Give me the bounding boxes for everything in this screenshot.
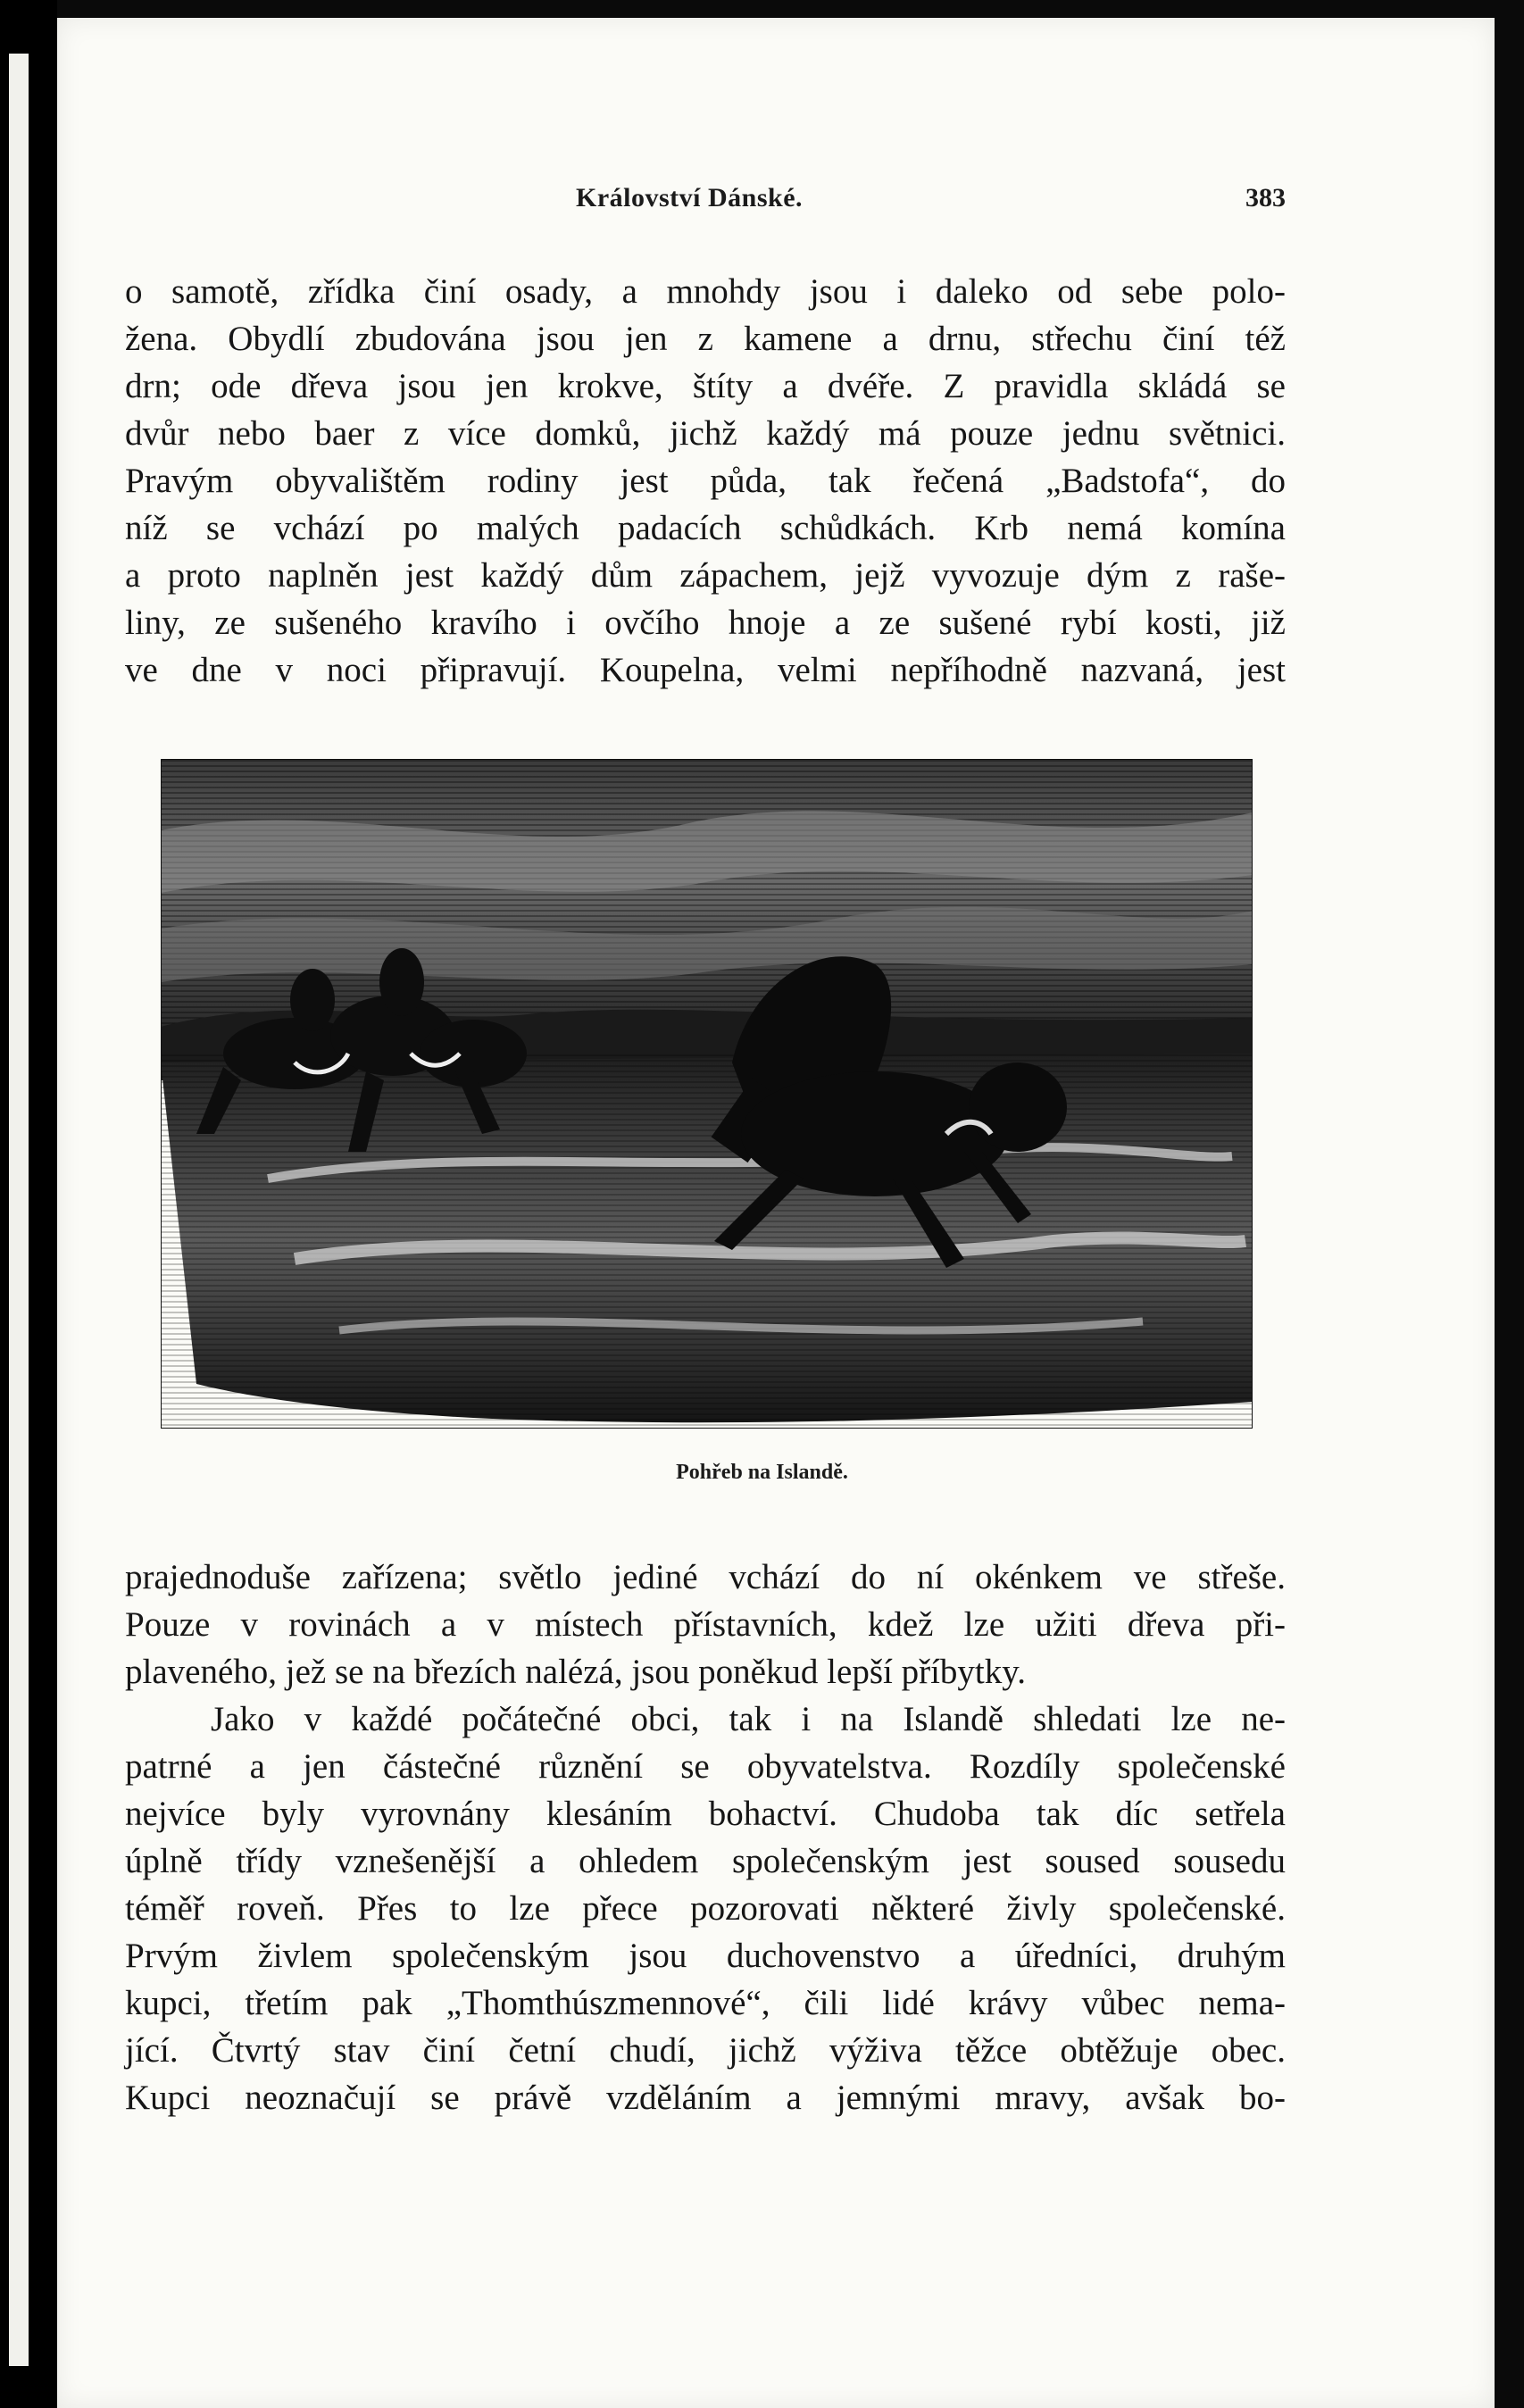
running-title: Království Dánské. — [576, 183, 804, 212]
text-line: úplně třídy vznešenější a ohledem společenským jest soused sousedu — [125, 1842, 1286, 1880]
text-line: prajednoduše zařízena; světlo jediné vchází do ní okénkem ve střeše. — [125, 1558, 1286, 1596]
text-line: patrné a jen částečné různění se obyvatelstva. Rozdíly společenské — [125, 1747, 1286, 1786]
text-line: plaveného, jež se na březích nalézá, jsou poněkud lepší příbytky. — [125, 1653, 1026, 1691]
text-line: Kupci neoznačují se právě vzděláním a jemnými mravy, avšak bo- — [125, 2079, 1286, 2117]
text-line: o samotě, zřídka činí osady, a mnohdy jsou i daleko od sebe polo- — [125, 272, 1286, 311]
text-line: Jako v každé počátečné obci, tak i na Islandě shledati lze ne- — [211, 1700, 1286, 1738]
paragraph-top — [125, 268, 1286, 694]
paragraph-bottom-2 — [125, 1696, 1286, 2121]
text-line: ve dne v noci připravují. Koupelna, velmi nepříhodně nazvaná, jest — [125, 651, 1286, 689]
text-line: Pouze v rovinách a v místech přístavních, kdež lze užiti dřeva při- — [125, 1605, 1286, 1644]
adjacent-page-strip — [9, 54, 29, 2366]
text-line: dvůr nebo baer z více domků, jichž každý má pouze jednu světnici. — [125, 414, 1286, 453]
text-line: Pravým obyvalištěm rodiny jest půda, tak řečená „Badstofa“, do — [125, 462, 1286, 500]
page-number: 383 — [1245, 183, 1286, 212]
text-line: žena. Obydlí zbudována jsou jen z kamene a drnu, střechu činí též — [125, 320, 1286, 358]
paragraph-bottom-1 — [125, 1554, 1286, 1696]
text-line: kupci, třetím pak „Thomthúszmennové“, čili lidé krávy vůbec nema- — [125, 1984, 1286, 2022]
engraving-illustration — [161, 759, 1253, 1429]
text-line: téměř roveň. Přes to lze přece pozorovati některé živly společenské. — [125, 1889, 1286, 1928]
text-line: drn; ode dřeva jsou jen krokve, štíty a dvéře. Z pravidla skládá se — [125, 367, 1286, 405]
text-line: níž se vchází po malých padacích schůdkách. Krb nemá komína — [125, 509, 1286, 547]
text-line: jící. Čtvrtý stav činí četní chudí, jichž výživa těžce obtěžuje obec. — [125, 2031, 1286, 2070]
text-line: liny, ze sušeného kravího i ovčího hnoje a ze sušené rybí kosti, již — [125, 604, 1286, 642]
figure-caption: Pohřeb na Islandě. — [676, 1461, 848, 1484]
text-line: a proto naplněn jest každý dům zápachem, jejž vyvozuje dým z raše- — [125, 556, 1286, 595]
text-line: nejvíce byly vyrovnány klesáním bohactví. Chudoba tak díc setřela — [125, 1795, 1286, 1833]
text-line: Prvým živlem společenským jsou duchovenstvo a úředníci, druhým — [125, 1937, 1286, 1975]
